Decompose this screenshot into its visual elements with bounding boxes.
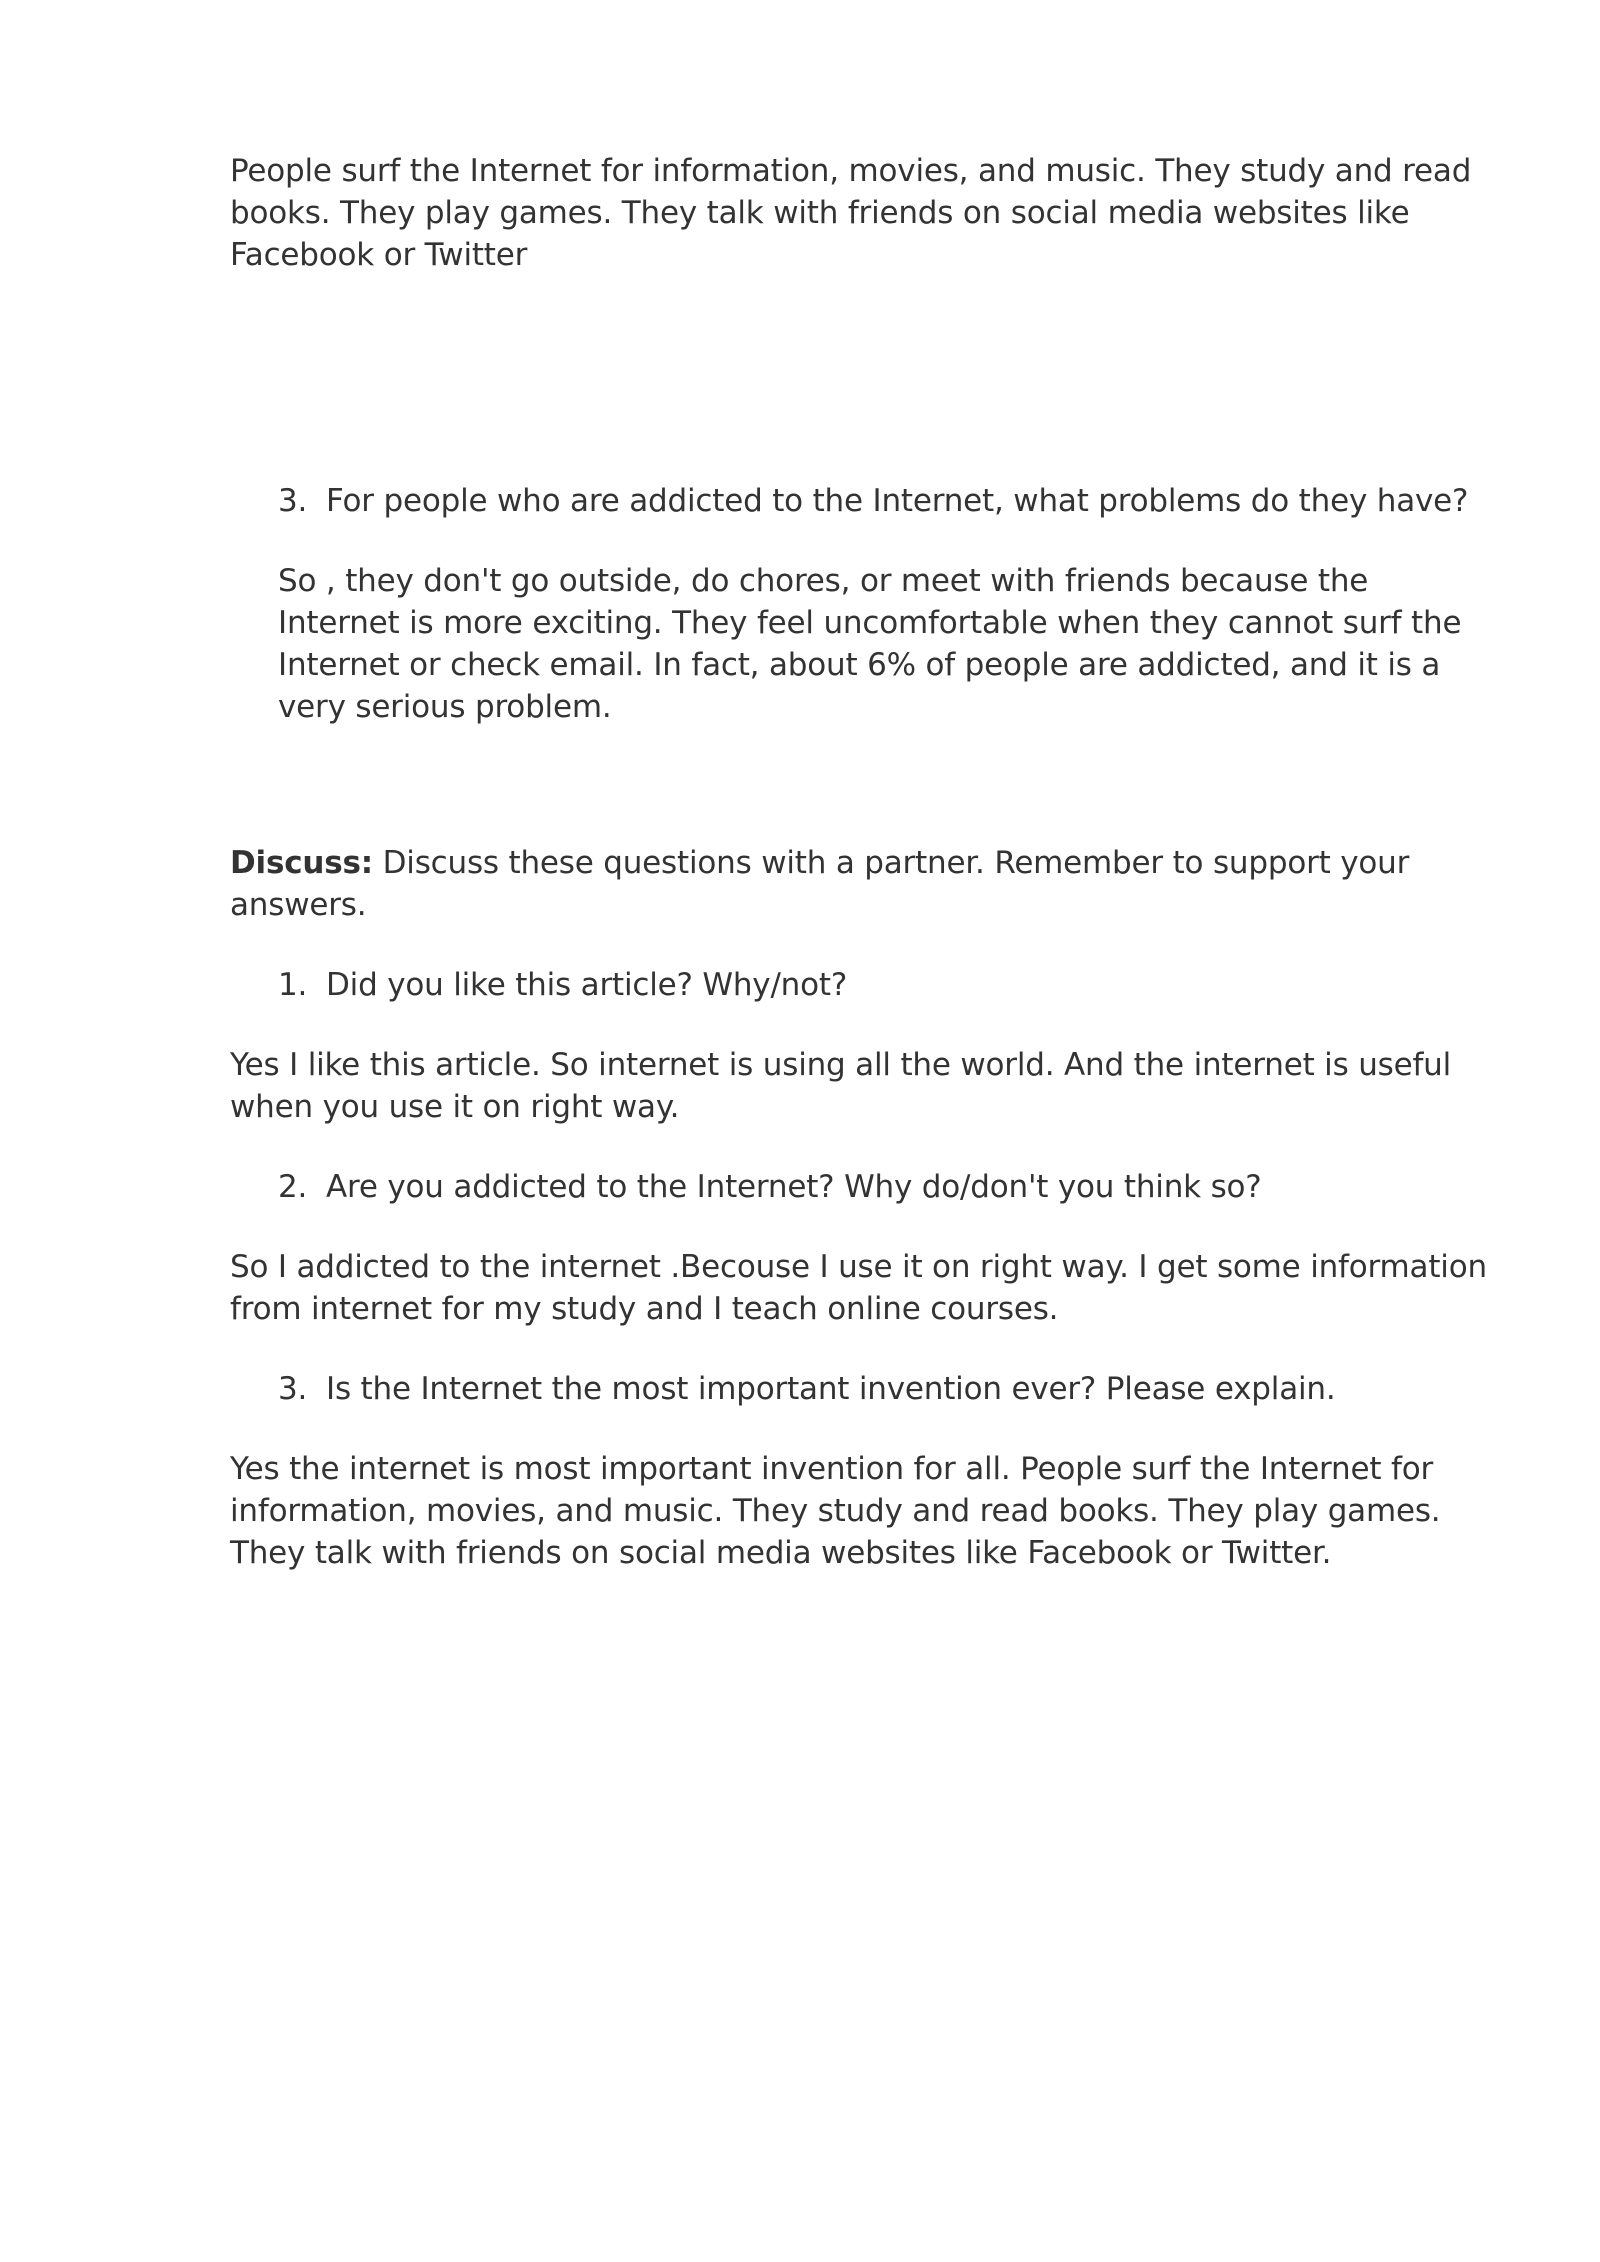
discuss-answer-3: Yes the internet is most important invention for all. People surf the Internet for information, movies, and music. They study and read books. They play games. They talk with friends on social media websites like Facebook or Twitter. [230,1451,1441,1571]
intro-paragraph: People surf the Internet for information, movies, and music. They study and read books. They play games. They talk with friends on social media websites like Facebook or Twitter [230,153,1472,273]
discuss-question-1-number: 1. [278,967,308,1003]
discuss-instruction [230,842,1490,926]
discuss-label: Discuss: [230,845,373,881]
discuss-question-2 [278,1166,1490,1208]
discuss-instruction-text: Discuss these questions with a partner. Remember to support your answers. [230,845,1410,923]
discuss-question-2-text: Are you addicted to the Internet? Why do/don't you think so? [326,1169,1262,1205]
question-3-text: For people who are addicted to the Internet, what problems do they have? [326,483,1469,519]
discuss-question-1 [278,964,1490,1006]
question-3 [278,480,1490,522]
question-3-answer: So , they don't go outside, do chores, or meet with friends because the Internet is more exciting. They feel uncomfortable when they cannot surf the Internet or check email. In fact, about 6% of people are addicted, and it is a very serious problem. [278,563,1462,725]
discuss-question-3 [278,1368,1490,1410]
discuss-question-3-number: 3. [278,1371,308,1407]
discuss-answer-1: Yes I like this article. So internet is using all the world. And the internet is useful when you use it on right way. [230,1047,1452,1125]
question-3-number: 3. [278,483,308,519]
discuss-question-2-number: 2. [278,1169,308,1205]
discuss-answer-2: So I addicted to the internet .Becouse I use it on right way. I get some information from internet for my study and I teach online courses. [230,1249,1487,1327]
question-3-block [278,480,1490,728]
discuss-question-3-text: Is the Internet the most important invention ever? Please explain. [326,1371,1336,1407]
document-content [230,150,1490,1574]
discuss-question-1-text: Did you like this article? Why/not? [326,967,848,1003]
